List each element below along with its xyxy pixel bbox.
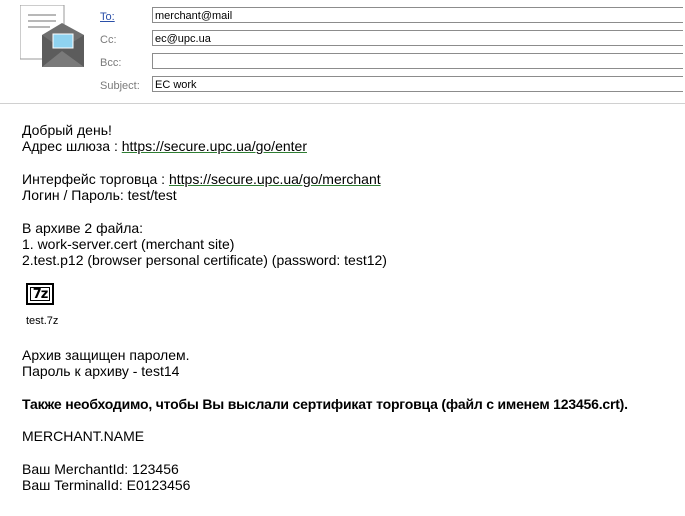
blank-line	[22, 380, 682, 396]
blank-line	[22, 445, 682, 461]
envelope-icon	[20, 5, 88, 73]
file1-text: 1. work-server.cert (merchant site)	[22, 236, 235, 253]
merchant-id-text: Ваш MerchantId: 123456	[22, 461, 179, 478]
bold-notice-text: Также необходимо, чтобы Вы выслали сертификат торговца (файл с именем 123456.crt).	[22, 395, 628, 412]
subject-label: Subject:	[100, 80, 140, 92]
to-field[interactable]: merchant@mail	[152, 7, 683, 23]
attachment[interactable]	[22, 269, 682, 331]
message-header	[0, 0, 685, 103]
7z-icon-label: 7z	[30, 287, 50, 301]
blank-line	[22, 412, 682, 428]
cc-field[interactable]: ec@upc.ua	[152, 30, 683, 46]
merchant-interface-line	[22, 171, 682, 187]
blank-line	[22, 155, 682, 171]
attachment-name[interactable]: test.7z	[26, 314, 59, 327]
merchant-prefix: Интерфейс торговца :	[22, 170, 169, 187]
to-button[interactable]: To:	[100, 11, 115, 23]
blank-line	[22, 331, 682, 347]
gateway-prefix: Адрес шлюза :	[22, 138, 122, 155]
archive-password-text: Пароль к архиву - test14	[22, 363, 180, 380]
gateway-line	[22, 138, 682, 154]
merchant-name-text: MERCHANT.NAME	[22, 428, 145, 445]
subject-field[interactable]: EC work	[152, 76, 683, 92]
login-text: Логин / Пароль: test/test	[22, 187, 177, 204]
merchant-link[interactable]: https://secure.upc.ua/go/merchant	[168, 170, 381, 187]
bcc-field[interactable]	[152, 53, 683, 69]
bcc-label: Bcc:	[100, 57, 122, 69]
greeting-text: Добрый день!	[22, 122, 112, 138]
cc-label: Cc:	[100, 34, 117, 46]
gateway-link[interactable]: https://secure.upc.ua/go/enter	[121, 138, 307, 155]
blank-line	[22, 203, 682, 219]
terminal-id-text: Ваш TerminalId: E0123456	[22, 477, 191, 494]
archive-intro-text: В архиве 2 файла:	[22, 219, 144, 236]
archive-protected-text: Архив защищен паролем.	[22, 346, 190, 363]
message-body[interactable]	[22, 122, 682, 494]
7z-archive-icon[interactable]	[26, 283, 54, 305]
file2-text: 2.test.p12 (browser personal certificate) (password: test12)	[22, 252, 387, 269]
header-divider	[0, 103, 685, 104]
